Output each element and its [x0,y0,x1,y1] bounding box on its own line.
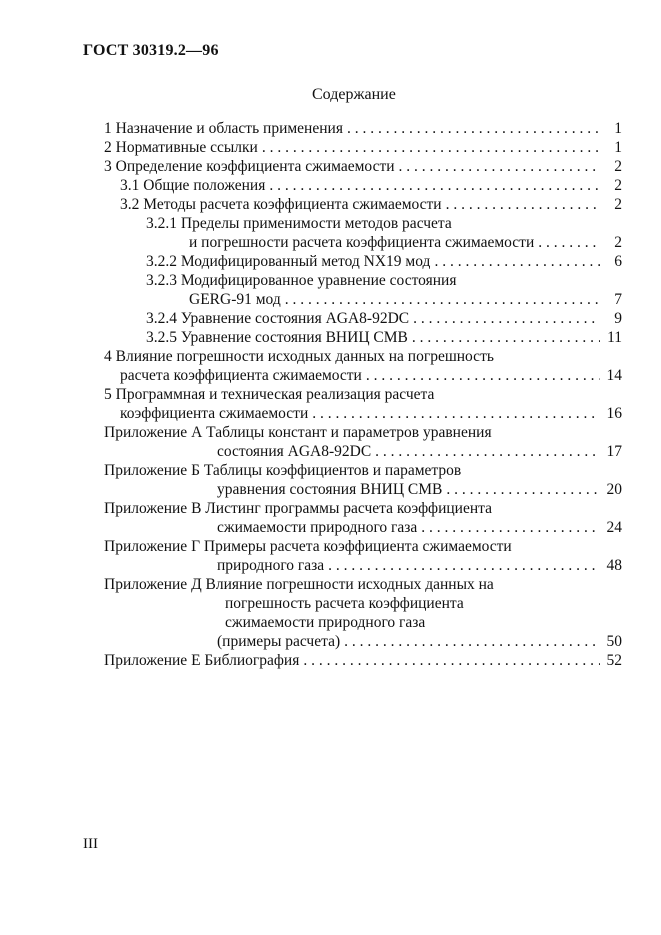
toc-entry-text: сжимаемости природного газа [217,519,418,536]
leader-dots [421,518,600,537]
toc-entry[interactable] [120,366,622,385]
toc-entry-text: (примеры расчета) [217,633,341,650]
toc-entry-text: 3 Определение коэффициента сжимаемости [104,158,395,175]
toc-entry-text: 2 Нормативные ссылки [104,139,258,156]
toc-entry-page: 48 [606,557,622,574]
toc-entry-page: 7 [614,291,622,308]
toc-entry-page: 1 [614,139,622,156]
leader-dots [328,556,600,575]
toc-entry-text-line: 3.2.3 Модифицированное уравнение состояния [146,272,457,289]
toc-entry-text-line: Приложение В Листинг программы расчета коэффициента [104,500,492,517]
toc-entry-text: уравнения состояния ВНИЦ СМВ [217,481,443,498]
toc-entry[interactable] [189,290,622,309]
leader-dots [303,651,600,670]
page-number: III [83,836,98,852]
toc-title: Содержание [312,86,396,103]
toc-entry[interactable] [120,176,622,195]
toc-entry[interactable] [189,233,622,252]
toc-entry-text: Приложение Е Библиография [104,652,300,669]
toc-entry-page: 20 [606,481,622,498]
toc-entry[interactable] [217,632,622,651]
toc-entry-page: 2 [614,234,622,251]
toc-entry-text: 1 Назначение и область применения [104,120,343,137]
toc-entry-page: 24 [606,519,622,536]
toc-entry-page: 50 [606,633,622,650]
toc-entry[interactable] [217,442,622,461]
toc-entry-page: 1 [614,120,622,137]
leader-dots [446,195,600,214]
leader-dots [412,328,600,347]
toc-entry-text-line: Приложение Г Примеры расчета коэффициента сжимаемости [104,538,512,555]
toc-entry[interactable] [104,119,622,138]
toc-entry-text: 3.2.5 Уравнение состояния ВНИЦ СМВ [146,329,408,346]
toc-entry-text: расчета коэффициента сжимаемости [120,367,362,384]
leader-dots [347,119,600,138]
toc-entry-page: 2 [614,196,622,213]
toc-entry-text-line: 3.2.1 Пределы применимости методов расчета [146,215,452,232]
toc-entry-page: 14 [606,367,622,384]
toc-entry[interactable] [146,252,622,271]
toc-entry-text: природного газа [217,557,325,574]
toc-entry-text-line: 4 Влияние погрешности исходных данных на погрешность [104,348,494,365]
leader-dots [344,632,600,651]
toc-entry-text: GERG-91 мод [189,291,281,308]
toc-entry-text: состояния AGA8-92DC [217,443,372,460]
toc-entry-text-line: Приложение А Таблицы констант и параметров уравнения [104,424,492,441]
toc-entry-page: 52 [606,652,622,669]
toc-entry-text: и погрешности расчета коэффициента сжимаемости [189,234,535,251]
toc-entry[interactable] [120,195,622,214]
leader-dots [446,480,600,499]
toc-entry[interactable] [217,518,622,537]
leader-dots [399,157,600,176]
toc-entry[interactable] [120,404,622,423]
leader-dots [413,309,600,328]
toc-entry[interactable] [146,309,622,328]
toc-entry[interactable] [104,157,622,176]
toc-entry-text-line: 5 Программная и техническая реализация расчета [104,386,435,403]
leader-dots [375,442,600,461]
leader-dots [366,366,600,385]
toc-entry-page: 11 [607,329,622,346]
toc-entry-page: 16 [606,405,622,422]
toc-entry-page: 9 [614,310,622,327]
toc-entry-text: 3.1 Общие положения [120,177,266,194]
leader-dots [312,404,600,423]
leader-dots [262,138,600,157]
toc-entry-text-line: сжимаемости природного газа [225,614,426,631]
toc-entry-text: 3.2.2 Модифицированный метод NX19 мод [146,253,431,270]
document-code: ГОСТ 30319.2—96 [83,42,219,59]
toc-entry[interactable] [104,138,622,157]
toc-entry-text-line: Приложение Д Влияние погрешности исходных данных на [104,576,494,593]
leader-dots [285,290,600,309]
toc-entry[interactable] [217,480,622,499]
leader-dots [434,252,600,271]
toc-entry-text: 3.2 Методы расчета коэффициента сжимаемости [120,196,442,213]
toc-entry-page: 17 [606,443,622,460]
toc-entry[interactable] [104,651,622,670]
toc-entry[interactable] [146,328,622,347]
toc-entry-text-line: Приложение Б Таблицы коэффициентов и параметров [104,462,462,479]
toc-entry-page: 6 [614,253,622,270]
leader-dots [269,176,600,195]
toc-entry-page: 2 [614,158,622,175]
toc-entry-text-line: погрешность расчета коэффициента [225,595,464,612]
toc-entry-page: 2 [614,177,622,194]
toc-entry-text: 3.2.4 Уравнение состояния AGA8-92DC [146,310,410,327]
toc-entry[interactable] [217,556,622,575]
leader-dots [538,233,600,252]
toc-entry-text: коэффициента сжимаемости [120,405,309,422]
